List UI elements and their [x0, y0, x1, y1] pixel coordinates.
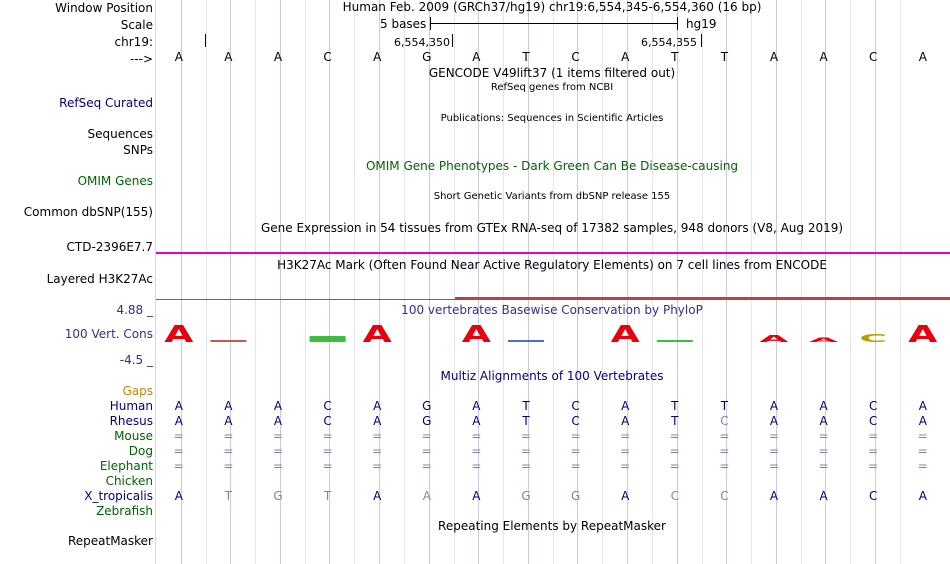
alignment-base: A — [769, 414, 779, 428]
phylop-letter: C — [859, 332, 888, 345]
grid-line — [726, 0, 727, 564]
alignment-base: A — [422, 489, 431, 503]
grid-line — [329, 0, 330, 564]
grid-line — [280, 0, 281, 564]
phylop-logo — [0, 318, 950, 348]
window-position-value[interactable]: Human Feb. 2009 (GRCh37/hg19) chr19:6,554,345-6,554,360 (16 bp) — [342, 0, 762, 14]
alignment-base: C — [720, 414, 729, 428]
alignment-base: = — [520, 444, 532, 458]
grid-line — [875, 0, 876, 564]
alignment-base: A — [373, 489, 382, 503]
alignment-base: = — [223, 429, 234, 443]
phylop-letter: A — [362, 321, 392, 348]
alignment-base: = — [818, 444, 829, 458]
gtex-track-title[interactable]: Gene Expression in 54 tissues from GTEx RNA-seq of 17382 samples, 948 donors (V8, Aug 2019) — [260, 221, 844, 235]
sequences-track-label[interactable]: Sequences — [87, 127, 153, 141]
alignment-base: = — [421, 444, 432, 458]
phylop-bar — [657, 340, 693, 342]
alignment-base: A — [472, 414, 481, 428]
strand-label: ---> — [129, 52, 153, 66]
alignment-base: = — [272, 459, 284, 473]
grid-line — [900, 0, 901, 564]
sequence-base: A — [273, 50, 283, 64]
species-label[interactable]: Dog — [128, 444, 153, 458]
alignment-base: = — [868, 429, 879, 443]
sequence-base: A — [373, 50, 382, 64]
alignment-base: A — [224, 399, 233, 413]
alignment-base: T — [671, 399, 679, 413]
alignment-base: G — [422, 399, 432, 413]
alignment-base: A — [224, 414, 233, 428]
alignment-base: = — [471, 459, 482, 473]
alignment-base: = — [471, 444, 482, 458]
phylop-letter: A — [809, 336, 839, 344]
base-sequence-row — [0, 50, 950, 65]
alignment-base: = — [719, 429, 730, 443]
sequence-base: T — [671, 50, 679, 64]
alignment-base: = — [768, 429, 780, 443]
species-label[interactable]: Zebrafish — [96, 504, 153, 518]
alignment-base: A — [819, 399, 828, 413]
sequence-base: A — [918, 50, 927, 64]
conservation-min-value: -4.5 _ — [119, 353, 153, 367]
dbsnp-track-label[interactable]: Common dbSNP(155) — [23, 205, 153, 219]
species-label[interactable]: Mouse — [114, 429, 153, 443]
alignment-base: A — [918, 414, 927, 428]
alignment-base: C — [571, 414, 580, 428]
grid-line — [677, 0, 678, 564]
grid-line — [255, 0, 256, 564]
alignment-base: = — [917, 429, 928, 443]
alignment-base: A — [273, 399, 283, 413]
sequence-base: A — [472, 50, 481, 64]
conservation-max-value: 4.88 _ — [116, 303, 153, 317]
grid-line — [181, 0, 182, 564]
sequence-base: T — [720, 50, 729, 64]
alignment-base: = — [372, 429, 383, 443]
alignment-base: A — [769, 399, 779, 413]
alignment-base: C — [868, 399, 878, 413]
conservation-track-title[interactable]: 100 vertebrates Basewise Conservation by PhyloP — [401, 303, 703, 317]
scale-label: Scale — [120, 18, 153, 32]
alignment-base: = — [570, 429, 581, 443]
alignment-base: T — [720, 399, 729, 413]
alignment-base: = — [421, 459, 432, 473]
grid-line — [230, 0, 231, 564]
gencode-track-title[interactable]: GENCODE V49lift37 (1 items filtered out) — [428, 66, 676, 80]
alignment-base: = — [868, 444, 879, 458]
grid-line — [379, 0, 380, 564]
alignment-base: = — [570, 459, 581, 473]
alignment-base: T — [522, 414, 530, 428]
ruler-tick-major-3 — [701, 34, 702, 47]
alignment-base: A — [621, 399, 630, 413]
alignment-base: = — [372, 459, 383, 473]
alignment-base: = — [669, 459, 680, 473]
alignment-base: C — [323, 399, 332, 413]
grid-line — [825, 0, 826, 564]
grid-line — [776, 0, 777, 564]
alignment-base: = — [570, 444, 581, 458]
dbsnp-track-title[interactable]: Short Genetic Variants from dbSNP release 155 — [433, 191, 671, 202]
publications-track-title[interactable]: Publications: Sequences in Scientific Articles — [440, 113, 664, 124]
scale-text: 5 bases — [380, 17, 427, 31]
alignment-base: = — [620, 444, 631, 458]
species-label[interactable]: Rhesus — [109, 414, 153, 428]
snps-track-label[interactable]: SNPs — [123, 143, 153, 157]
omim-track-title[interactable]: OMIM Gene Phenotypes - Dark Green Can Be Disease-causing — [365, 159, 739, 173]
grid-line — [652, 0, 653, 564]
alignment-base: = — [620, 459, 631, 473]
species-label[interactable]: Human — [109, 399, 153, 413]
scale-assembly: hg19 — [686, 17, 717, 31]
ruler-pos-1: 6,554,350 — [394, 36, 450, 49]
alignment-base: = — [471, 429, 482, 443]
alignment-base: A — [918, 399, 927, 413]
ruler-pos-2: 6,554,355 — [641, 36, 697, 49]
ruler-tick-major-2 — [452, 34, 453, 47]
alignment-base: A — [472, 399, 481, 413]
alignment-base: G — [422, 414, 432, 428]
window-position-label: Window Position — [55, 1, 153, 15]
scale-bar-left-tick — [430, 17, 431, 30]
phylop-letter: A — [164, 321, 194, 348]
alignment-base: = — [272, 444, 284, 458]
species-label[interactable]: X_tropicalis — [84, 489, 153, 503]
alignment-base: C — [720, 489, 729, 503]
h3k27ac-track-label[interactable]: Layered H3K27Ac — [46, 272, 153, 286]
repeatmasker-track-label[interactable]: RepeatMasker — [67, 534, 153, 548]
grid-line — [478, 0, 479, 564]
grid-line — [702, 0, 703, 564]
alignment-base: A — [373, 399, 382, 413]
phylop-letter: A — [461, 321, 491, 348]
grid-line — [454, 0, 455, 564]
alignment-base: = — [719, 459, 730, 473]
sequence-base: T — [522, 50, 530, 64]
sequence-base: A — [621, 50, 630, 64]
alignment-base: = — [322, 429, 333, 443]
alignment-base: = — [868, 459, 879, 473]
grid-line — [404, 0, 405, 564]
phylop-letter: A — [908, 321, 938, 348]
refseq-track-label[interactable]: RefSeq Curated — [59, 96, 153, 110]
gtex-gene-label[interactable]: CTD-2396E7.7 — [66, 240, 153, 254]
alignment-base: T — [522, 399, 530, 413]
alignment-base: = — [322, 459, 333, 473]
sequence-base: A — [174, 50, 183, 64]
multiz-track-title[interactable]: Multiz Alignments of 100 Vertebrates — [440, 369, 664, 383]
scale-bar — [430, 23, 678, 24]
alignment-base: A — [174, 489, 183, 503]
alignment-base: = — [322, 444, 333, 458]
h3k27ac-track-title[interactable]: H3K27Ac Mark (Often Found Near Active Regulatory Elements) on 7 cell lines from ENCODE — [277, 258, 827, 272]
alignment-base: = — [917, 459, 928, 473]
phylop-letter: A — [610, 321, 640, 348]
alignment-base: C — [868, 414, 878, 428]
sequence-base: G — [422, 50, 432, 64]
gtex-expression-line — [156, 252, 950, 254]
alignment-base: A — [819, 489, 828, 503]
alignment-base: A — [621, 489, 630, 503]
alignment-base: A — [621, 414, 630, 428]
alignment-base: A — [273, 414, 283, 428]
phylop-bar — [210, 340, 246, 342]
alignment-base: C — [323, 414, 332, 428]
alignment-base: T — [671, 414, 679, 428]
label-panel-divider — [155, 0, 156, 564]
scale-bar-right-tick — [677, 17, 678, 30]
sequence-base: A — [224, 50, 233, 64]
grid-line — [627, 0, 628, 564]
alignment-base: = — [173, 459, 184, 473]
alignment-base: = — [372, 444, 383, 458]
h3k27ac-signal-line-upper — [455, 297, 950, 299]
alignment-base: = — [768, 444, 780, 458]
alignment-base: = — [669, 444, 680, 458]
alignment-base: = — [719, 444, 730, 458]
alignment-base: C — [670, 489, 679, 503]
alignment-base: = — [818, 459, 829, 473]
alignment-base: T — [224, 489, 233, 503]
alignment-base: = — [917, 444, 928, 458]
phylop-bar — [508, 340, 544, 342]
alignment-base: A — [472, 489, 481, 503]
phylop-letter: A — [759, 333, 789, 345]
phylop-bar — [310, 336, 346, 342]
grid-line — [305, 0, 306, 564]
alignment-base: = — [173, 444, 184, 458]
ruler-tick-major-1 — [205, 34, 206, 47]
alignment-base: = — [223, 459, 234, 473]
alignment-base: G — [273, 489, 283, 503]
alignment-base: A — [174, 414, 183, 428]
alignment-base: T — [323, 489, 332, 503]
alignment-base: = — [620, 429, 631, 443]
alignment-base: C — [868, 489, 878, 503]
grid-line — [751, 0, 752, 564]
grid-line — [801, 0, 802, 564]
alignment-base: A — [819, 414, 828, 428]
grid-line — [206, 0, 207, 564]
alignment-base: G — [521, 489, 531, 503]
omim-track-label[interactable]: OMIM Genes — [77, 174, 153, 188]
gaps-track-label[interactable]: Gaps — [122, 384, 153, 398]
alignment-base: G — [570, 489, 581, 503]
alignment-base: = — [520, 459, 532, 473]
alignment-base: A — [918, 489, 927, 503]
grid-line — [850, 0, 851, 564]
h3k27ac-signal-line — [156, 299, 950, 300]
alignment-base: C — [571, 399, 580, 413]
alignment-base: = — [669, 429, 680, 443]
alignment-base: A — [769, 489, 779, 503]
conservation-track-label[interactable]: 100 Vert. Cons — [64, 327, 153, 341]
alignment-base: A — [373, 414, 382, 428]
species-label[interactable]: Chicken — [105, 474, 153, 488]
sequence-base: A — [819, 50, 828, 64]
species-label[interactable]: Elephant — [99, 459, 153, 473]
grid-line — [429, 0, 430, 564]
alignment-base: = — [223, 444, 234, 458]
sequence-base: C — [571, 50, 580, 64]
alignment-base: = — [272, 429, 284, 443]
alignment-base: A — [174, 399, 183, 413]
alignment-base: = — [520, 429, 532, 443]
alignment-base: = — [173, 429, 184, 443]
alignment-base: = — [768, 459, 780, 473]
grid-line — [354, 0, 355, 564]
chrom-label: chr19: — [114, 35, 153, 49]
repeatmasker-track-title[interactable]: Repeating Elements by RepeatMasker — [438, 519, 666, 533]
sequence-base: C — [323, 50, 332, 64]
refseq-track-title[interactable]: RefSeq genes from NCBI — [490, 82, 614, 93]
sequence-base: C — [868, 50, 878, 64]
alignment-base: = — [421, 429, 432, 443]
sequence-base: A — [769, 50, 779, 64]
alignment-base: = — [818, 429, 829, 443]
